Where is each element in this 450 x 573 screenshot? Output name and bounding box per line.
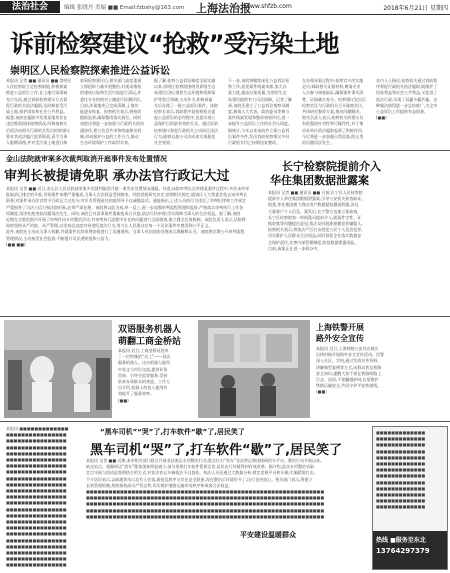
story5-headline-2: 路外安全宣传	[316, 334, 364, 343]
story2-kicker: 金山法院就审案多次裁判取消开庭事件发布处置情况	[6, 155, 167, 163]
classified-column	[372, 426, 448, 570]
railway-police-photo-image	[198, 320, 310, 418]
railway-police-photo	[198, 320, 310, 418]
lead-column-2: 收到检察建议后,相关部门高度重视 立即组织力量开展整治,对现场堆放 的建筑垃圾和生活垃圾进行清运,并 委托专业机构对土壤进行检测评估。 目前,涉案地块已完成清理,土地功 能逐步恢复。检察机关表示,将持续 跟踪监督,确保整改落实到位。同时 该院还将进一步加强与行政机关的沟 通协作,建立信息共享和线索移送机 制,形成保护公益的工作合力,推动 生态环境保护工作取得实效。	[80, 78, 144, 146]
lead-column-3: 据了解,检察公益诉讼制度全面实施 以来,崇明区检察院围绕世界级生态 岛建设目标,聚焦生态环境和资源保 护等重点领域,主动作为,积极探索 先后办理了一批公益诉讼案件。该院 检察长表示,诉前程序是检察机关提 起公益诉讼的必经程序,也是实现公 益保护目的最有效的方式。通过诉前 检察建议督促行政机关主动纠正违法 行为,能够以最小司法成本实现最佳 社会效果。	[154, 78, 218, 146]
story4-headline-1: 双语服务机器人	[118, 325, 182, 335]
left-column-story: 本报讯 ■■■■■■■■■■■■■ ■■■■■■■■■■■■■■■■ ■■■■■■■■■■■■■■■■ ■■■■■■■■■■■■■■■■ ■■■■■■■■■■■■■■■■ ■■■■■■■■■■■■■■■■ ■■■■■■■■■■■■■■■■ ■■■■■■■■■■■■■■■■ ■■■■■■■■■■■■■■■■ ■■■■■■■■■■■■■■■■ ■■■■■■■■■■■■■■■■ ■■■■■■■■■■■■■■■■ ■■■■■■■■■■■■■■■■ ■■■■■■■■■■■■■■■■ ■■■■■■■■■■■■■■■■ ■■■■■■■■■■■■■■■■ ■■■■■■■■■■■■■■■■ ■■■■■■■■■■■■■■■■ ■■■■■■■■■■■■■■■■ ■■■■■■■■■■■■■■■■ ■■■■■■■■■■■■■■■■ ■■■■■■■■■■■■■■■■ ■■■■■■■■■■■■■■■■	[6, 426, 69, 568]
story3-body: 本报讯 记者 ■■ 通讯员 ■■ 日前,长宁区人民检察院 提前介入华住集团数据泄露案,引导公安机关侦查取证。 据悉,华住集团旗下酒店用户数据疑似遭到泄露,涉及 大量客户个人信息。案发后,长宁警方迅速立案侦查, 长宁区检察院第一时间派员提前介入,就案件定性、证 据收集等问题提出意见,依法及时批准逮捕犯罪嫌疑人。 检察机关表示,将依法严厉打击侵犯公民个人信息犯罪, 切实维护人民群众合法权益,同时督促企业落实数据安 全保护责任,完善内部管理制度,防范数据泄露风险。 目前,该案正在进一步侦办中。	[268, 190, 366, 251]
classified-text: ■■■■■■■■■■■■■ ■■■■■■■■■■■■■ ■■■■■■■■■■■■■ ■■■■■■■■■■■■■ ■■■■■■■■■■■■■ ■■■■■■■■■■■■■ ■■■■■■■■■■■■■ ■■■■■■■■■■■■■ ■■■■■■■■■■■■■ ■■■■■■■■■■■■■ ■■■■■■■■■■■■■ ■■■■■■■■■■■■■ ■■■■■■■■■■■■■	[376, 430, 426, 510]
story5-body: 本报讯 近日,上海铁路公安处在辖区 沿线村镇开展路外安全宣传活动。民警 深入社区、学校,通过发放宣传资料、 讲解典型案例等方式,向群众普及铁路 安全知识,提醒大家不要在铁路线路上 行走、逗留,不要翻越护网,自觉维护 铁路运输安全,共同守护平安铁道线。 (■■)	[316, 346, 384, 395]
editor-line: 编辑 张晓丹 美编 ■■ Email:fzbshy@163.com	[64, 5, 185, 11]
ad-banner	[373, 531, 447, 569]
story5-headline-1: 上海铁警开展	[316, 323, 364, 332]
section-label: 法治社会	[0, 1, 60, 13]
story2-body: 本报讯 记者 ■■ 近日,金山区人民法院就审案多次裁判取消开庭一事发布处置情况通报。经查,该院审判长在审理某案件过程中,多次未经审 批取消已排定的开庭,导致案件审理严重拖延,当事人合法权益受到损害。经院党组研究决定,依照相关规定,提请区人大常委会免去该审判长 职务;对案件承办法官给予行政记大过处分;对负有管理责任的庭领导予以诫勉谈话。通报指出,上述人员的行为违反了审判纪律和工作规定 严重损害了司法公信力和法院形象,必须严肃处理。该院将以此为戒,举一反三,进一步加强审判流程管理和监督,严格落实审判执行工作各 项制度,坚决杜绝类似问题再次发生。同时,该院已对涉事案件重新组成合议庭,依法尽快审理,切实保障当事人的合法权益。据了解,该院 近期在全院范围内开展了审判作风专项整治活动,对审判执行流程中存在的问题进行全面排查,建立健全长效机制。该院负责人表示,法院将 始终坚持从严治院、从严管理,以零容忍态度对待违纪违法行为,努力让人民群众在每一个司法案件中感受到公平正义。 此外,该院还主动向当事人致歉,并就案件后续审理安排进行了沟通说明。当事人对法院的处理表示理解和认可。该院将定期公开审判流程 管理情况,主动接受社会监督,不断提升司法透明度和公信力。 (■■ ■■)	[6, 186, 250, 247]
lead-column-4: 下一步,该院将继续深化公益诉讼检 察工作,拓宽案件线索来源,加大办 案力度,提高办案质量,为崇明生态 岛建设提供有力司法保障。记者了解 到,该院还建立了公益诉讼观察员制 度,邀请人大代表、政协委员等参与 案件线索发现和整改效果评估,进一 步提升公益诉讼工作的社会认同度。 据统计,今年以来该院共立案公益诉 讼案件多件,发出诉前检察建议多份 行政机关均已按期回复整改。	[228, 78, 292, 146]
story4-body: 本报讯 近日,工商金桥站迎来 了一位特殊的“员工”——双语 服务机器人。这台机器人能用 中英文与市民交流,提供业务 咨询、引导分流等服务,受到 前来办事群众的欢迎。工作人 员介绍,机器人的投入使用有 效提升了服务效率。 (■■)	[118, 348, 171, 403]
lead-column-1: 本报讯 记者 ■■ 通讯员 ■■ 崇明区 人民检察院立足检察职能,积极探索 推进公益诉讼工作,在土地污染领域 先行先试,通过诉前检察建议方式督 促行政机关依法履职,及时修复受污 染土地,保护国家和社会公共利益。 据悉,该院在履职中发现某地块存在 违法堆放固体废物情况,经调查核实 后依法向相关行政机关发出检察建议 要求其依法履行监管职责,责令当事 人限期清理,并对受污染土地进行修	[6, 78, 72, 146]
story6-kicker: “黑车司机”“哭”了,打车软件“歇”了,居民笑了	[100, 428, 245, 436]
site-url: www.shfzb.com	[245, 3, 292, 10]
story7-headline: 平安建设温暖群众	[240, 531, 296, 539]
divider	[0, 421, 450, 422]
issue-date: 2018年6月21日 星期四	[383, 5, 448, 12]
story6-body: 本报讯 记者 ■■ 近期,本市相关部门联合开展非法客运专项整治行动,重点打击“黑车”非法营运和违规网约车平台。整治行动开展以来, 轨交站点、商圈周边“黑车”揽客现象明显减少,部分违规打车软件暂停运营,居民出行环境得到有效改善。据介绍,此次专项整治采取 定点守候与流动巡查相结合的方式,对非法营运车辆依法予以查处。执法人员还通过大数据分析,锁定违规平台和车辆,实施精准打击。 不少居民表示,以前地铁站口总有人拉客,既扰乱秩序又存在安全隐患,现在整治后环境好多了,出行也更放心。相关部门表示,将建立 长效管理机制,持续保持高压严管态势,切实维护道路运输市场秩序和乘客合法权益。 ■■■■■■■■■■■■■■■■■■■■■■■■■■■■■■■■■■■■■■■■■■■■■■■■■■■■■■■■■■■■■■■ ■■■■■■■■■■■■■■■■■■■■■■■■■■■■■■■■■■■■■■■■■■■■■■■■■■■■■■■■■■■■■■■ ■■■■■■■■■■■■■■■■■■■■■■■■■■■■■■■■■■■■■■■■■■■■■■■■■■■■■■■■■■■■■■■ ■■■■■■■■■■■■■■■■■■■■■■■■■■■■■■■■■■■■■■■■■■■■■■■■■■■■■■■■■■■■■■■ ■■■■■■■■■■■■■■■■■■■■■■■■■■■■■■■■■■■■■■■■■■■■■■■■■■■■■■■■■■■■■■■	[86, 458, 325, 519]
divider	[0, 150, 450, 151]
robot-photo	[4, 320, 112, 418]
newspaper-brand: 上海法治报	[196, 2, 251, 15]
ad-phone: 13764297379	[376, 547, 430, 555]
story3-headline-2: 华住集团数据泄露案	[270, 174, 369, 187]
story4-headline-2: 萌翻工商金桥站	[118, 337, 182, 347]
lead-subhead: 崇明区人民检察院探索推进公益诉讼	[10, 66, 170, 77]
story2-headline: 审判长被提请免职 承办法官行政记大过	[4, 169, 230, 184]
lead-column-6: 业内人士指出,检察机关通过诉前程 序督促行政机关依法履职,既维护了 国家利益和社会公共利益,又促进了 依法行政,实现了双赢多赢共赢。这 种做法值得进一步总结推广,为全市 公益诉讼工作提供有益借鉴。 (■■)	[376, 78, 438, 121]
lead-headline: 诉前检察建议“抢救”受污染土地	[10, 30, 339, 58]
lead-column-5: 在办理该案过程中,检察官多次实地 走访,调取相关证据材料,邀请专业 人员参与调查取证,确保案件事实清 楚、证据确实充分。检察建议发出后 检察官还与行政机关召开磋商会议, 共同研究整改方案,推动问题解决。 相关负责人表示,检察机关的建议具 有很强的针对性和可操作性,对于推 动本单位依法履职起到了积极作用, 今后将进一步加强日常巡查,防止类 似问题再次发生。	[302, 78, 366, 146]
ad-line1: 热线 ■服务至东北	[376, 537, 426, 544]
robot-photo-image	[4, 320, 112, 418]
story6-headline: 黑车司机“哭”了,打车软件“歇”了,居民笑了	[90, 443, 343, 458]
divider	[0, 316, 450, 317]
story3-headline-1: 长宁检察院提前介入	[282, 160, 381, 173]
masthead-bar	[0, 0, 450, 15]
